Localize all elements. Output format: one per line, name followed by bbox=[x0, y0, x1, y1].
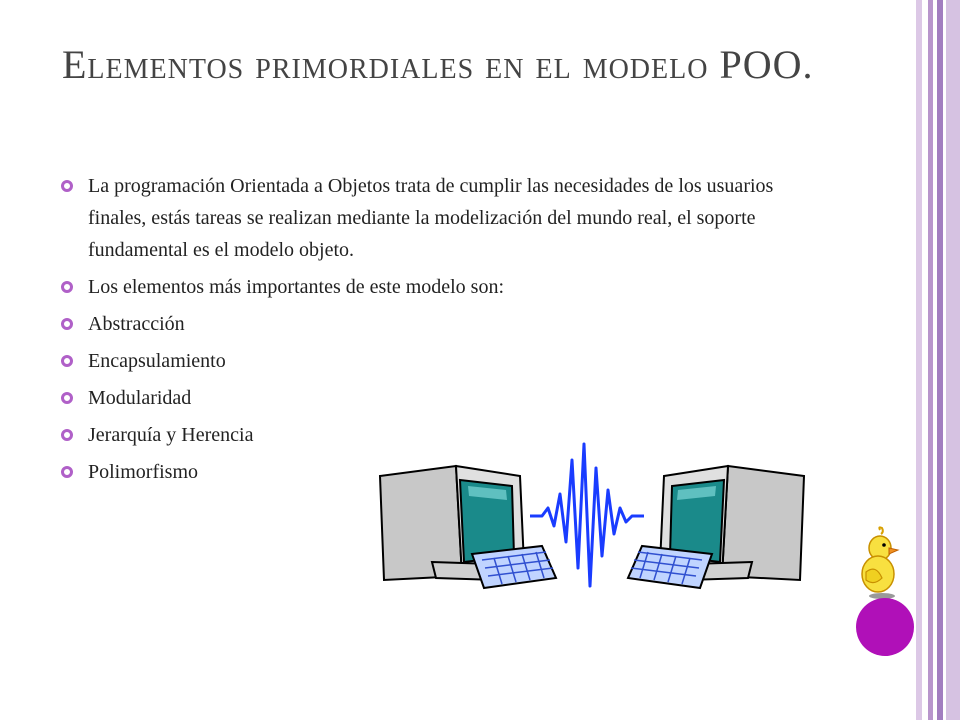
bullet-text: Modularidad bbox=[88, 387, 192, 409]
bullet-icon bbox=[60, 428, 74, 442]
bullet-item bbox=[60, 271, 830, 303]
bullet-icon bbox=[60, 354, 74, 368]
bullet-text: Polimorfismo bbox=[88, 461, 199, 483]
left-computer-icon bbox=[380, 466, 556, 588]
decorative-stripe bbox=[946, 0, 960, 720]
bullet-icon bbox=[60, 391, 74, 405]
decorative-circle bbox=[856, 598, 914, 656]
bullet-text: Abstracción bbox=[88, 313, 185, 335]
bullet-item bbox=[60, 308, 830, 340]
bullet-icon bbox=[60, 465, 74, 479]
bullet-item bbox=[60, 170, 830, 266]
bullet-item bbox=[60, 345, 830, 377]
bullet-text: Jerarquía y Herencia bbox=[88, 424, 254, 446]
bullet-icon bbox=[60, 317, 74, 331]
slide-title: Elementos primordiales en el modelo POO. bbox=[62, 42, 814, 87]
bullet-item bbox=[60, 382, 830, 414]
two-computers-illustration bbox=[372, 438, 812, 593]
bullet-text: Encapsulamiento bbox=[88, 350, 226, 372]
decorative-stripe bbox=[937, 0, 943, 720]
decorative-stripe bbox=[928, 0, 933, 720]
bullet-icon bbox=[60, 179, 74, 193]
bullet-icon bbox=[60, 280, 74, 294]
right-computer-icon bbox=[628, 466, 804, 588]
decorative-stripe bbox=[916, 0, 922, 720]
bullet-text: La programación Orientada a Objetos trata de cumplir las necesidades de los usuarios finales, estás tareas se realizan mediante la modelización del mundo real, el soporte fundamental es el modelo objeto. bbox=[88, 175, 774, 261]
bullet-text: Los elementos más importantes de este modelo son: bbox=[88, 276, 505, 298]
duck-icon bbox=[856, 526, 906, 600]
